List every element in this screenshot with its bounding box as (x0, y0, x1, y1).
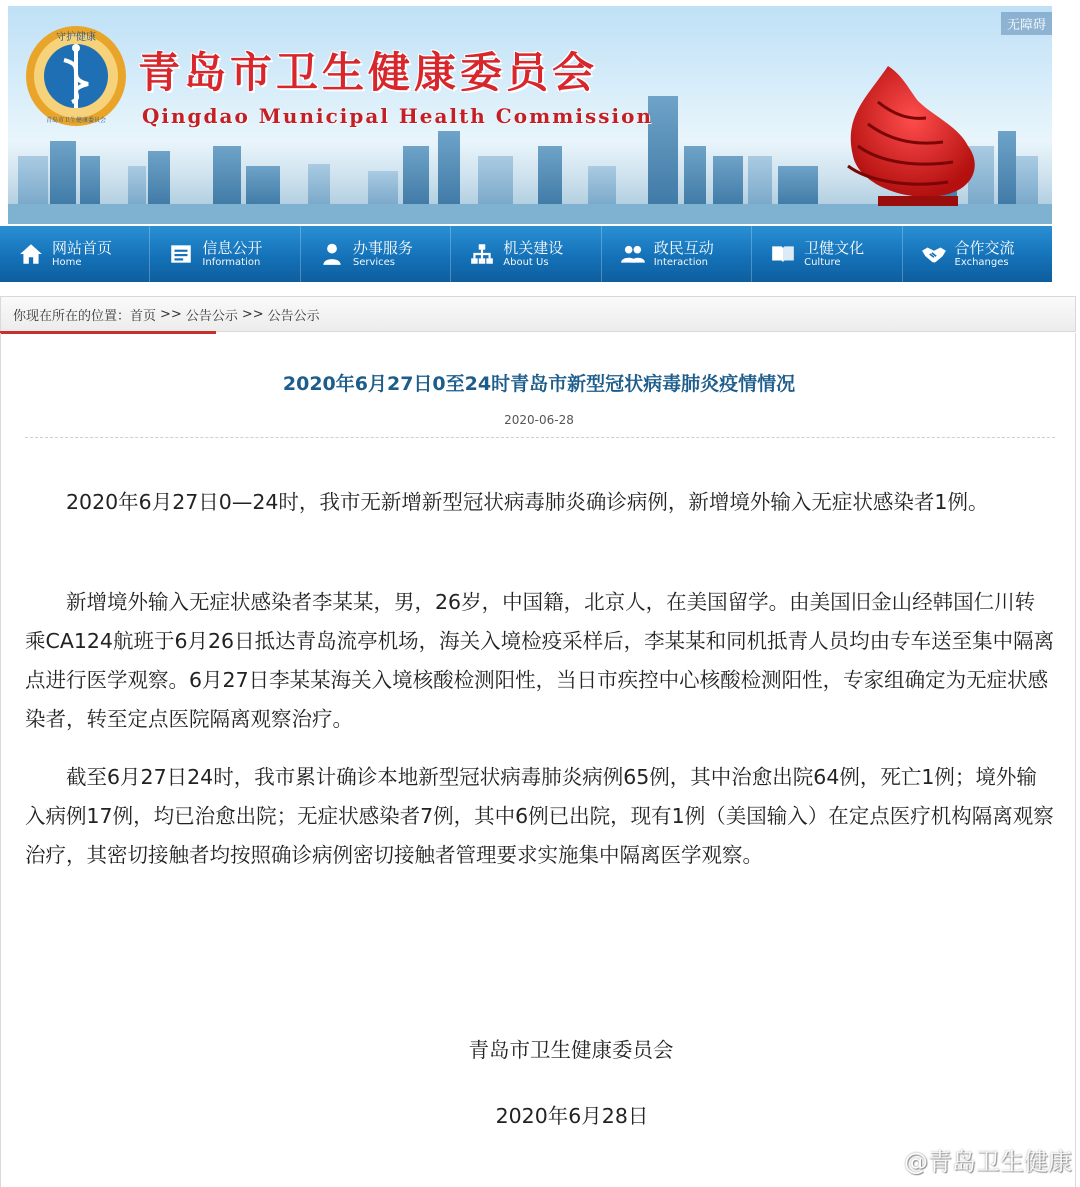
signature-date: 2020年6月28日 (495, 1104, 649, 1128)
main-nav (0, 226, 1052, 282)
nav-label-cn: 网站首页 (52, 239, 113, 258)
nav-label-en: Interaction (653, 256, 708, 268)
nav-item-exchanges[interactable] (903, 226, 1052, 282)
handshake-icon (921, 241, 947, 267)
nav-label-en: About Us (503, 256, 549, 268)
article-title: 2020年6月27日0至24时青岛市新型冠状病毒肺炎疫情情况 (282, 373, 796, 395)
svg-text:守护健康: 守护健康 (56, 32, 96, 43)
watermark-text: @青岛卫生健康 (904, 1148, 1072, 1176)
nav-item-home[interactable] (0, 226, 150, 282)
commission-logo (24, 24, 128, 128)
nav-label-cn: 机关建设 (503, 239, 564, 258)
nav-label-cn: 信息公开 (202, 239, 263, 258)
breadcrumb (0, 296, 1076, 332)
article-date: 2020-06-28 (504, 413, 574, 427)
header-banner (8, 6, 1052, 224)
nav-label-cn: 卫健文化 (804, 239, 865, 258)
nav-item-interaction[interactable] (602, 226, 752, 282)
nav-label-cn: 合作交流 (954, 239, 1015, 258)
book-icon (770, 241, 796, 267)
org-chart-icon (469, 241, 495, 267)
signature-organization: 青岛市卫生健康委员会 (468, 1038, 674, 1062)
breadcrumb-home-link[interactable]: 首页 (130, 308, 157, 324)
nav-item-services[interactable] (301, 226, 451, 282)
accessibility-link[interactable]: 无障碍 (1001, 12, 1052, 35)
nav-label-en: Exchanges (954, 256, 1009, 268)
breadcrumb-notice-link[interactable]: 公告公示 (185, 308, 238, 324)
article-paragraph: 截至6月27日24时，我市累计确诊本地新型冠状病毒肺炎病例65例，其中治愈出院64例，死亡1例；境外输入病例17例，均已治愈出院；无症状感染者7例，其中6例已出院，现有1例（美国输入）在定点医疗机构隔离观察治疗，其密切接触者均按照确诊病例密切接触者管理要求实施集中隔离医学观察。 (25, 765, 1054, 867)
title-divider (25, 437, 1055, 438)
nav-label-cn: 政民互动 (653, 239, 714, 258)
article-paragraph: 2020年6月27日0—24时，我市无新增新型冠状病毒肺炎确诊病例，新增境外输入无症状感染者1例。 (66, 490, 989, 514)
breadcrumb-separator: >> (160, 306, 182, 322)
article-body (0, 333, 1076, 1187)
breadcrumb-separator: >> (241, 306, 264, 322)
site-title-english: Qingdao Municipal Health Commission (142, 104, 653, 128)
nav-label-en: Culture (804, 256, 841, 268)
home-icon (18, 241, 44, 267)
person-icon (319, 241, 345, 267)
nav-item-about-us[interactable] (451, 226, 601, 282)
breadcrumb-current-link[interactable]: 公告公示 (267, 308, 320, 324)
breadcrumb-prefix: 你现在所在的位置： (13, 308, 131, 324)
nav-label-cn: 办事服务 (352, 239, 413, 258)
article-paragraph: 新增境外输入无症状感染者李某某，男，26岁，中国籍，北京人，在美国留学。由美国旧金山经韩国仁川转乘CA124航班于6月26日抵达青岛流亭机场，海关入境检疫采样后，李某某和同机抵青人员均由专车送至集中隔离点进行医学观察。6月27日李某某海关入境核酸检测阳性，当日市疾控中心核酸检测阳性，专家组确定为无症状感染者，转至定点医院隔离观察治疗。 (25, 590, 1055, 731)
weibo-watermark (866, 1142, 1072, 1177)
document-icon (168, 241, 194, 267)
nav-label-en: Services (352, 256, 396, 268)
users-icon (620, 241, 646, 267)
red-sculpture-graphic (848, 66, 975, 206)
nav-item-information[interactable] (150, 226, 300, 282)
nav-label-en: Information (202, 256, 261, 268)
svg-text:青岛市卫生健康委员会: 青岛市卫生健康委员会 (45, 117, 107, 124)
nav-label-en: Home (52, 256, 82, 268)
site-title-chinese: 青岛市卫生健康委员会 (138, 48, 599, 97)
weibo-icon (866, 1146, 900, 1174)
nav-item-culture[interactable] (752, 226, 902, 282)
